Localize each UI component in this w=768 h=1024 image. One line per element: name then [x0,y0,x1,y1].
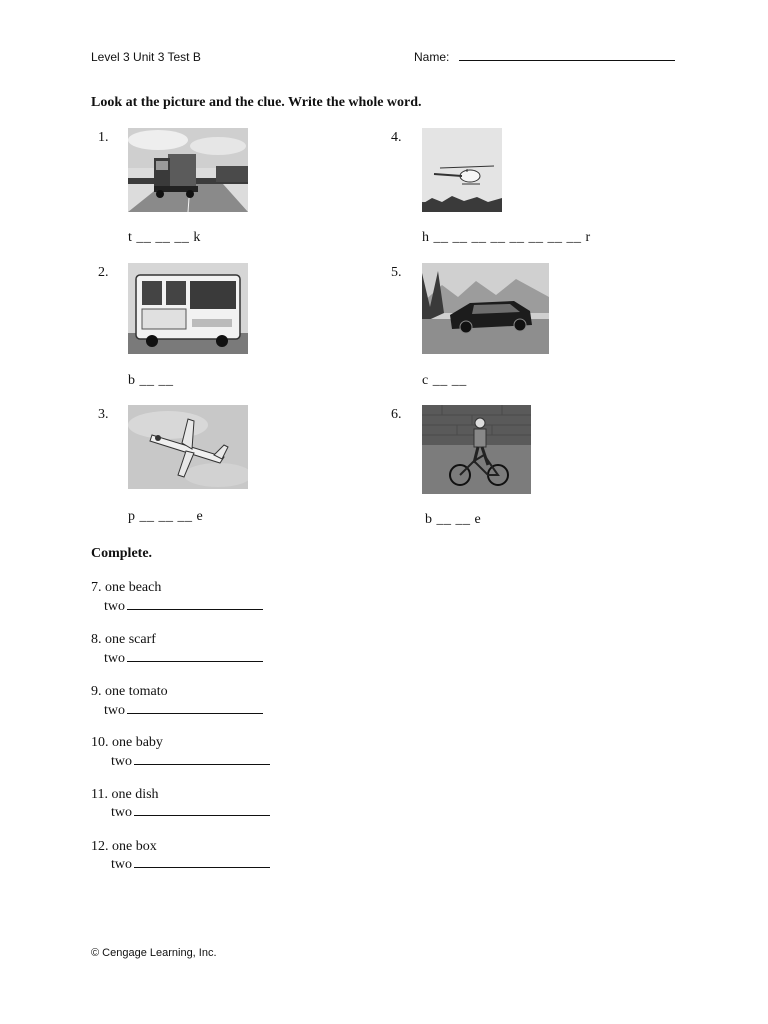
name-field[interactable] [414,50,675,64]
answer-label: two [104,599,125,614]
helicopter-icon [422,128,502,212]
answer-blank[interactable] [127,702,263,714]
question-10-prompt: 10. one baby [91,735,163,750]
bus-icon [128,263,248,354]
question-9-prompt: 9. one tomato [91,684,168,699]
question-9-answer[interactable] [104,702,263,719]
section2-title: Complete. [91,546,153,561]
copyright-footer: © Cengage Learning, Inc. [91,947,217,959]
question-12-prompt: 12. one box [91,839,157,854]
item-1-clue: t __ __ __ k [128,230,201,245]
truck-icon [128,128,248,212]
answer-blank[interactable] [134,804,270,816]
answer-blank[interactable] [134,753,270,765]
car-picture [422,263,549,354]
name-label: Name: [414,50,450,64]
bus-picture [128,263,248,354]
question-10-answer[interactable] [111,753,270,770]
item-4-clue: h __ __ __ __ __ __ __ __ r [422,230,591,245]
item-5-clue: c __ __ [422,373,467,388]
helicopter-picture [422,128,502,212]
bicycle-icon [422,405,531,494]
answer-blank[interactable] [127,650,263,662]
item-6-clue: b __ __ e [425,512,482,527]
car-icon [422,263,549,354]
question-12-answer[interactable] [111,856,270,873]
answer-label: two [111,754,132,769]
bike-picture [422,405,531,494]
item-5-number: 5. [391,265,402,280]
answer-label: two [104,651,125,666]
item-4-number: 4. [391,130,402,145]
item-6-number: 6. [391,407,402,422]
test-title: Level 3 Unit 3 Test B [91,50,201,64]
question-8-prompt: 8. one scarf [91,632,156,647]
name-blank-line[interactable] [459,50,675,61]
answer-blank[interactable] [134,856,270,868]
question-7-answer[interactable] [104,598,263,615]
truck-picture [128,128,248,212]
answer-label: two [111,805,132,820]
question-11-prompt: 11. one dish [91,787,159,802]
question-11-answer[interactable] [111,804,270,821]
item-2-clue: b __ __ [128,373,174,388]
plane-picture [128,405,248,489]
item-3-number: 3. [98,407,109,422]
answer-label: two [111,857,132,872]
item-3-clue: p __ __ __ e [128,509,204,524]
item-1-number: 1. [98,130,109,145]
section1-instruction: Look at the picture and the clue. Write the whole word. [91,95,422,110]
plane-icon [128,405,248,489]
question-7-prompt: 7. one beach [91,580,162,595]
answer-blank[interactable] [127,598,263,610]
item-2-number: 2. [98,265,109,280]
question-8-answer[interactable] [104,650,263,667]
answer-label: two [104,703,125,718]
